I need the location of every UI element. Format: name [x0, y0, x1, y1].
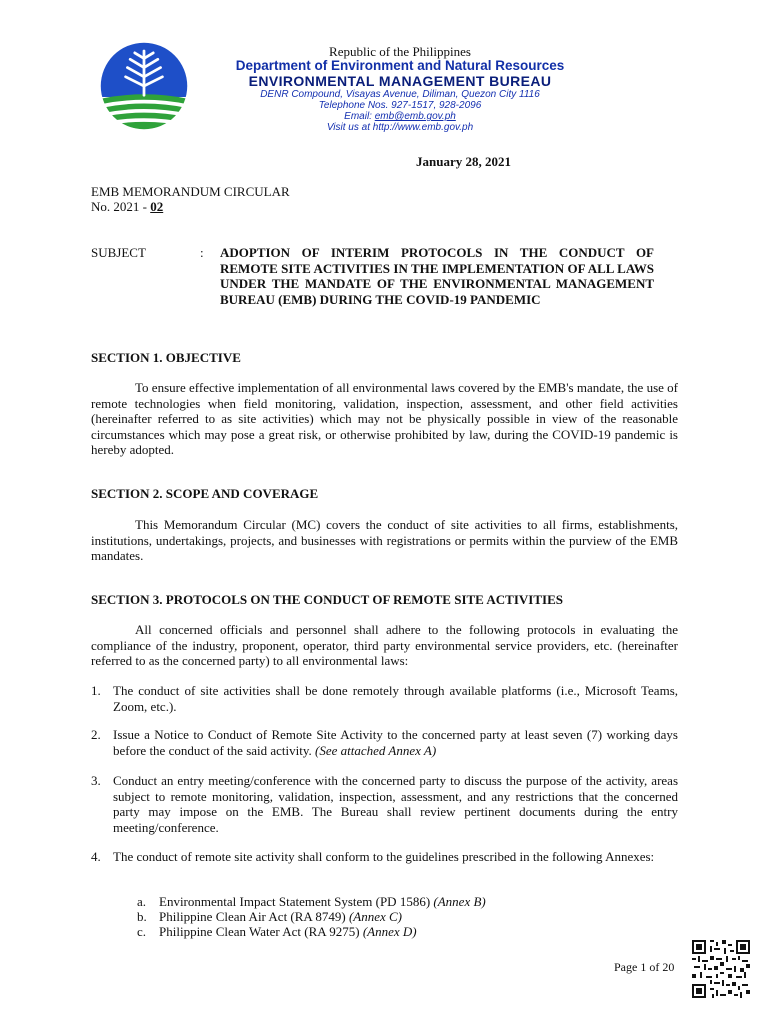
denr-logo-icon	[98, 40, 190, 132]
sub-item-text-wrap	[159, 924, 417, 940]
circular-number-suffix: 02	[150, 199, 164, 214]
section-2-text: This Memorandum Circular (MC) covers the conduct of site activities to all firms, establishments, institutions, undertakings, projects, and businesses with registrations or permits within the purview of the EMB mandates.	[91, 517, 678, 563]
bureau-name: ENVIRONMENTAL MANAGEMENT BUREAU	[248, 73, 552, 89]
memo-date: January 28, 2021	[416, 154, 511, 169]
list-item-text: The conduct of site activities shall be done remotely through available platforms (i.e., Microsoft Teams, Zoom, etc.).	[113, 683, 678, 714]
email-label: Email:	[344, 111, 375, 122]
list-item-number: 3.	[91, 773, 101, 788]
subject-label: SUBJECT	[91, 245, 146, 260]
sub-item-letter: a.	[137, 894, 147, 909]
annex-reference: (Annex B)	[433, 894, 486, 909]
subject-colon: :	[200, 245, 204, 260]
list-item-number: 1.	[91, 683, 101, 698]
list-item-text: Issue a Notice to Conduct of Remote Site Activity to the concerned party at least seven (7) working days before the conduct of the said activity.	[113, 727, 678, 758]
subject-text: ADOPTION OF INTERIM PROTOCOLS IN THE CONDUCT OF REMOTE SITE ACTIVITIES IN THE IMPLEMENTATION OF ALL LAWS UNDER THE MANDATE OF THE ENVIRONMENTAL MANAGEMENT BUREAU (EMB) DURING THE COVID-19 PANDEMIC	[220, 245, 654, 307]
sub-item-text-wrap	[159, 909, 402, 925]
list-item-text: The conduct of remote site activity shall conform to the guidelines prescribed in the following Annexes:	[113, 849, 655, 864]
sub-item-letter: c.	[137, 924, 147, 939]
annex-reference: (See attached Annex A)	[315, 742, 437, 758]
republic-line: Republic of the Philippines	[329, 44, 471, 59]
website-line[interactable]: Visit us at http://www.emb.gov.ph	[326, 122, 474, 133]
section-3-text: All concerned officials and personnel shall adhere to the following protocols in evaluating the compliance of the industry, proponent, operator, third party environmental service providers, etc. (hereinafter referred to as the concerned party) to all environmental laws:	[91, 622, 678, 668]
sub-item-text: Philippine Clean Air Act (RA 8749)	[159, 909, 349, 924]
section-2-title: SECTION 2. SCOPE AND COVERAGE	[91, 486, 319, 501]
list-item-number: 2.	[91, 727, 101, 742]
email-link[interactable]: emb@emb.gov.ph	[374, 111, 456, 122]
list-item-text: Conduct an entry meeting/conference with the concerned party to discuss the purpose of the activity, areas subject to remote monitoring, validation, inspection, assessment, and any restrictions that the concerned party may impose on the EMB. The Bureau shall review pertinent documents during the entry meeting/conference.	[113, 773, 678, 835]
list-item-number: 4.	[91, 849, 101, 864]
address-line: DENR Compound, Visayas Avenue, Diliman, Quezon City 1116	[260, 89, 540, 100]
circular-number-prefix: No. 2021 -	[91, 199, 151, 214]
sub-item-text: Environmental Impact Statement System (PD 1586)	[159, 894, 434, 909]
sub-item-text: Philippine Clean Water Act (RA 9275)	[159, 924, 363, 939]
section-3-title: SECTION 3. PROTOCOLS ON THE CONDUCT OF REMOTE SITE ACTIVITIES	[91, 592, 563, 607]
qr-code-icon	[692, 940, 750, 998]
department-name: Department of Environment and Natural Resources	[235, 58, 565, 73]
telephone-line: Telephone Nos. 927-1517, 928-2096	[318, 100, 482, 111]
circular-number	[91, 199, 163, 215]
circular-title: EMB MEMORANDUM CIRCULAR	[91, 184, 290, 199]
sub-item-text-wrap	[159, 894, 486, 910]
page-number: Page 1 of 20	[614, 960, 675, 974]
annex-reference: (Annex D)	[362, 924, 417, 939]
list-item-text-wrap	[113, 727, 678, 758]
section-1-text: To ensure effective implementation of all environmental laws covered by the EMB's mandate, the use of remote technologies when field monitoring, validation, inspection, assessment, and other field activities (hereinafter referred to as site activities) which may not be physically possible in view of the reasonable circumstances which may pose a great risk, or otherwise prohibited by law, during the COVID-19 pandemic is hereby adopted.	[91, 380, 678, 457]
sub-item-letter: b.	[137, 909, 147, 924]
section-1-title: SECTION 1. OBJECTIVE	[91, 350, 241, 365]
annex-reference: (Annex C)	[348, 909, 402, 924]
